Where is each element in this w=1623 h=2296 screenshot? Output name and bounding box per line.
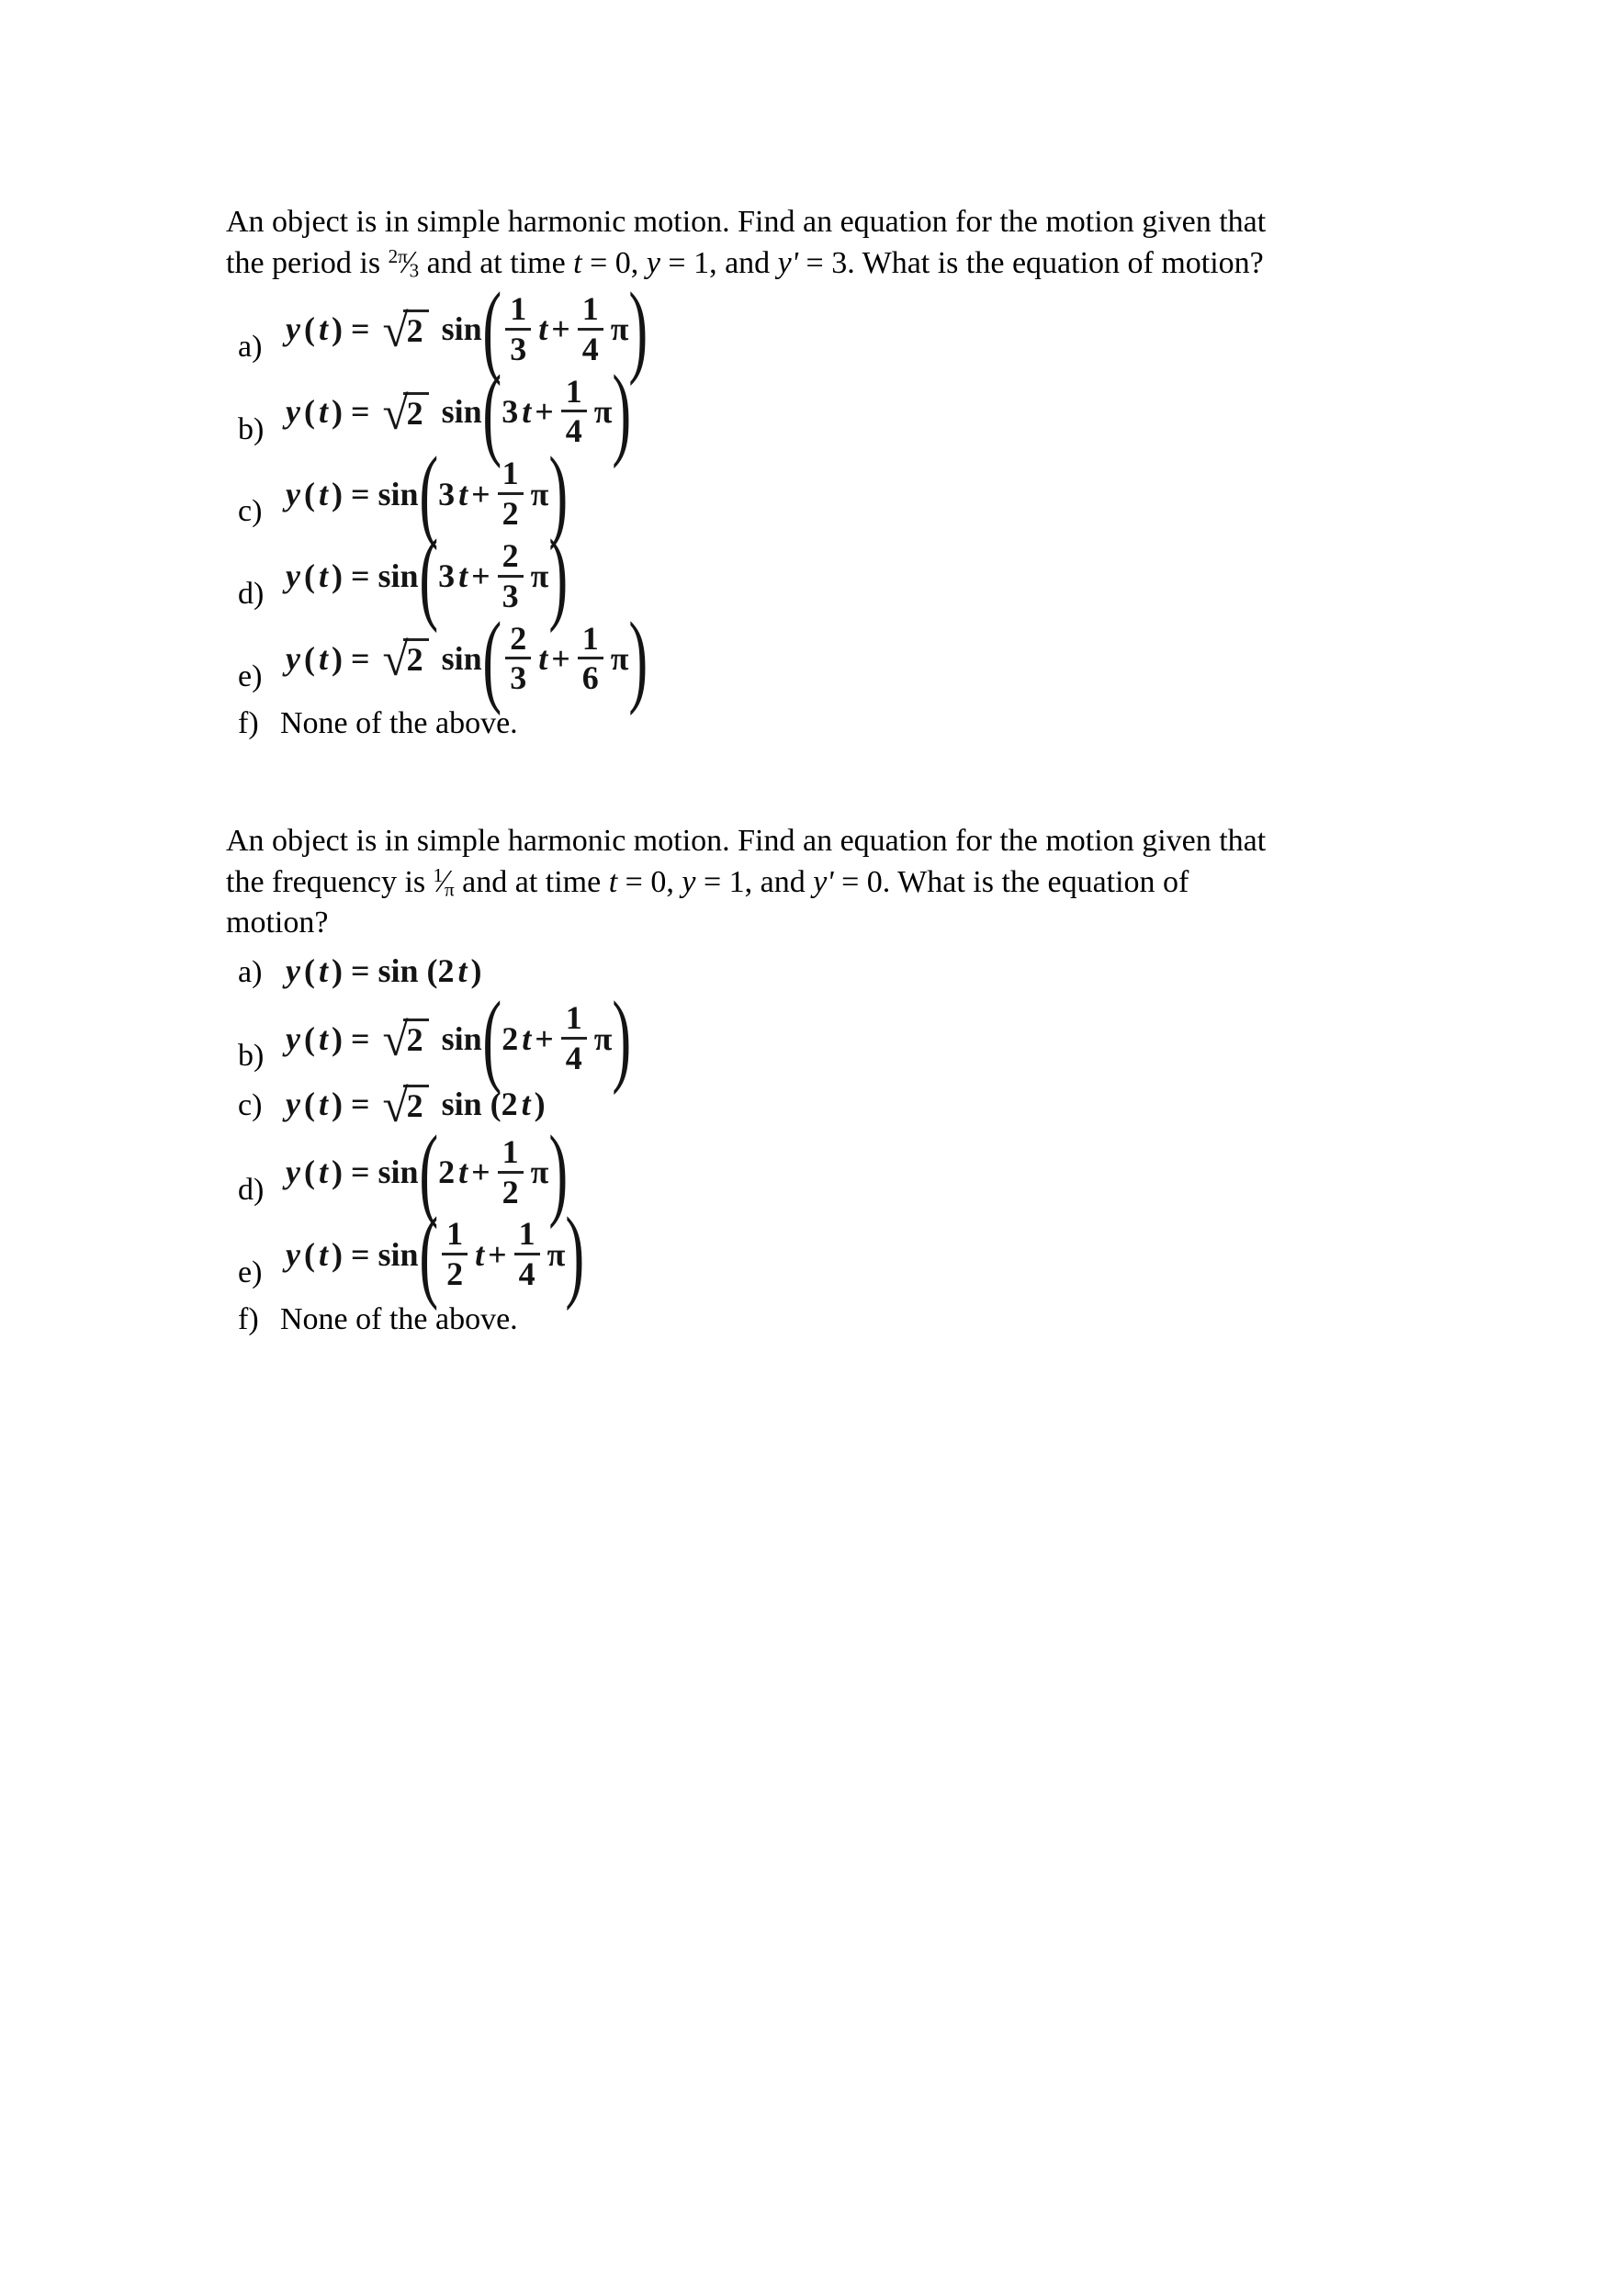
right-parenthesis-icon: ) [548,1113,569,1230]
math-italic-text: t [538,639,548,677]
equation-image-q1e [284,600,648,716]
math-italic-text: t [318,557,328,595]
right-parenthesis-icon: ) [612,353,632,469]
math-roman-text: ( [303,475,315,512]
math-roman-text: ( [303,639,315,677]
math-roman-text: ( [303,1086,315,1123]
left-parenthesis-icon: ( [418,1196,438,1312]
option-label-e: e) [238,1255,263,1289]
right-parenthesis-icon: ) [565,1196,585,1312]
math-italic-text: y [286,1086,300,1123]
option-label-b: b) [238,411,265,446]
option-label-c: c) [238,494,263,529]
math-italic-text: y' [777,246,799,280]
math-roman-text: sin (2 [433,1086,518,1123]
math-roman-text: ) = [332,639,378,677]
math-roman-text: + [471,557,490,595]
math-roman-text: π [610,639,629,677]
math-roman-text: sin [433,392,482,430]
math-italic-text: y [286,1019,300,1057]
right-parenthesis-icon: ) [548,518,569,634]
math-roman-text: + [551,639,570,677]
math-roman-text: the frequency is [226,864,434,899]
equation-image-q2b [284,980,632,1096]
math-roman-text: = 0. What is the equation of [833,864,1189,899]
radical-icon: √ [382,387,409,440]
math-inline-numerator: 1 [433,863,444,886]
math-square-root [382,304,429,357]
math-fraction-numerator: 1 [514,1217,540,1255]
math-square-root [382,634,429,687]
math-fraction-numerator: 1 [578,622,603,660]
math-roman-text: π [593,392,613,430]
math-roman-text: = 1, and [695,864,814,899]
option-label-a: a) [238,330,263,365]
math-fraction-numerator: 2 [505,622,531,660]
math-roman-text: the period is [226,246,389,280]
math-roman-text: = 0, [617,864,682,899]
math-roman-text: 3 [502,392,519,430]
math-italic-text: y [286,310,300,348]
left-parenthesis-icon: ( [482,271,502,387]
math-fraction-denominator: 2 [502,495,519,533]
math-radicand: 2 [403,1019,429,1058]
math-italic-text: y [646,246,660,280]
option-label-b: b) [238,1039,265,1074]
math-roman-text: ) = sin [332,1235,419,1273]
math-italic-text: t [608,864,618,899]
math-roman-text: π [530,475,549,512]
math-roman-text: ) [470,951,482,989]
math-fraction-denominator: 3 [510,659,527,697]
math-roman-text: ( [303,392,315,430]
option-label-f: f) [238,706,259,741]
equation-image-q2a [284,951,484,990]
math-italic-text: y [286,1235,300,1273]
question-1 [226,202,1586,744]
math-roman-text: 3 [438,475,456,512]
math-roman-text: 3 [438,557,456,595]
math-italic-text: y [286,392,300,430]
math-roman-text: ( [303,310,315,348]
math-roman-text: + [471,475,490,512]
math-italic-text: y [286,639,300,677]
math-fraction-denominator: 4 [581,330,599,367]
option-row-f [238,1300,1586,1340]
math-fraction-numerator: 1 [561,375,587,413]
equation-image-q2e [284,1196,585,1312]
math-fraction-denominator: 3 [502,577,519,614]
equation-image-q1a [284,271,648,387]
option-label-d: d) [238,577,265,612]
option-row-d [238,518,1586,634]
math-italic-text: t [318,310,328,348]
math-roman-text: π [530,557,549,595]
math-italic-text: t [318,1086,328,1123]
math-fraction-denominator: 4 [565,1040,582,1077]
math-roman-text: An object is in simple harmonic motion. Find an equation for the motion given that [226,205,1267,239]
math-roman-text: ) = sin [332,475,419,512]
math-roman-text: ) = sin [332,1154,419,1191]
math-italic-text: t [318,475,328,512]
math-roman-text: 2 [502,1019,519,1057]
option-row-e [238,600,1586,716]
math-roman-text: π [547,1235,566,1273]
math-roman-text: = 1, and [659,246,778,280]
math-roman-text: ( [303,1154,315,1191]
left-parenthesis-icon: ( [482,353,502,469]
left-parenthesis-icon: ( [418,435,438,551]
math-fraction-numerator: 1 [578,292,603,331]
math-radicand: 2 [403,1085,429,1124]
option-label-d: d) [238,1172,265,1207]
math-roman-text: + [488,1235,507,1273]
math-roman-text: An object is in simple harmonic motion. Find an equation for the motion given that [226,823,1267,858]
math-inline-fraction [433,862,455,901]
equation-image-q1b [284,353,632,469]
math-italic-text: t [538,310,548,348]
radical-icon: √ [382,634,409,687]
math-fraction-numerator: 2 [498,539,524,578]
math-roman-text: 2 [438,1154,456,1191]
left-parenthesis-icon: ( [418,1113,438,1230]
math-fraction-denominator: 2 [446,1255,464,1293]
question-1-options [238,271,1586,744]
math-fraction-denominator: 2 [502,1173,519,1210]
math-italic-text: y [682,864,696,899]
math-roman-text: sin [433,310,482,348]
math-roman-text: + [535,392,554,430]
math-italic-text: t [318,392,328,430]
question-2-prompt [226,821,1585,943]
math-roman-text: ) = [332,1086,378,1123]
question-2 [226,821,1586,1340]
option-label-a: a) [238,954,263,989]
option-row-b [238,353,1586,469]
math-fraction-numerator: 1 [498,456,524,495]
option-row-c [238,1079,1586,1132]
math-italic-text: y [286,951,300,989]
radical-icon: √ [382,1014,409,1067]
math-roman-text: ( [303,1019,315,1057]
math-fraction [498,1132,524,1210]
math-fraction-numerator: 1 [505,292,531,331]
math-fraction [578,619,603,697]
option-row-c [238,435,1586,551]
math-italic-text: y [286,475,300,512]
option-label-f: f) [238,1302,259,1337]
math-italic-text: y [286,1154,300,1191]
math-roman-text: ) = [332,1019,378,1057]
math-fraction-denominator: 4 [565,412,582,450]
math-radicand: 2 [403,310,429,349]
option-text-none-of-the-above: None of the above. [280,706,518,741]
math-roman-text: and at time [419,246,574,280]
math-square-root [382,387,429,440]
math-roman-text: ) = sin (2 [332,951,455,989]
math-inline-numerator: 2π [388,245,408,268]
math-italic-text: t [458,1154,468,1191]
equation-image-q2c [284,1079,547,1132]
left-parenthesis-icon: ( [482,980,502,1096]
math-fraction-denominator: 3 [510,330,527,367]
left-parenthesis-icon: ( [482,600,502,716]
math-roman-text: motion? [226,905,329,940]
math-italic-text: t [458,475,468,512]
math-roman-text: ( [303,1235,315,1273]
option-row-a [238,951,1586,993]
equation-image-q1d [284,518,569,634]
question-2-options [238,951,1586,1340]
math-radicand: 2 [403,638,429,678]
math-fraction-denominator: 4 [518,1255,535,1293]
fraction-slash-icon: ⁄ [441,862,446,899]
math-roman-text: ( [303,951,315,989]
option-label-c: c) [238,1088,263,1123]
math-fraction [505,292,531,366]
math-fraction [505,619,531,697]
right-parenthesis-icon: ) [628,271,648,387]
math-radicand: 2 [403,392,429,432]
math-roman-text: sin [433,1019,482,1057]
question-1-prompt [226,202,1585,284]
math-roman-text: sin [433,639,482,677]
math-roman-text: + [471,1154,490,1191]
math-inline-denominator: π [444,878,455,901]
math-roman-text: π [593,1019,613,1057]
math-fraction-numerator: 1 [561,1001,587,1040]
math-italic-text: t [318,1019,328,1057]
math-italic-text: t [457,951,468,989]
math-italic-text: t [318,639,328,677]
right-parenthesis-icon: ) [628,600,648,716]
math-italic-text: y' [813,864,834,899]
math-roman-text: π [610,310,629,348]
math-italic-text: t [475,1235,485,1273]
math-roman-text: + [535,1019,554,1057]
option-label-e: e) [238,658,263,693]
math-square-root [382,1014,429,1067]
math-roman-text: ) = sin [332,557,419,595]
right-parenthesis-icon: ) [548,435,569,551]
option-row-a [238,271,1586,387]
math-fraction [514,1215,540,1293]
math-roman-text: and at time [454,864,609,899]
math-italic-text: t [318,1235,328,1273]
math-italic-text: t [522,392,532,430]
math-fraction [561,1001,587,1075]
math-inline-fraction [389,246,420,280]
math-italic-text: t [573,246,582,280]
option-row-d [238,1113,1586,1230]
math-fraction-numerator: 1 [498,1135,524,1174]
math-fraction [442,1215,468,1293]
option-text-none-of-the-above: None of the above. [280,1302,518,1337]
math-italic-text: y [286,557,300,595]
math-inline-denominator: 3 [409,259,420,282]
radical-icon: √ [382,1079,409,1132]
math-fraction [578,292,603,366]
math-roman-text: ) [534,1086,546,1123]
math-roman-text: ) = [332,392,378,430]
math-italic-text: t [318,951,328,989]
math-roman-text: π [530,1154,549,1191]
left-parenthesis-icon: ( [418,518,438,634]
radical-icon: √ [382,304,409,357]
right-parenthesis-icon: ) [612,980,632,1096]
math-italic-text: t [521,1086,531,1123]
math-roman-text: ( [303,557,315,595]
math-italic-text: t [458,557,468,595]
math-fraction-numerator: 1 [442,1217,468,1255]
math-fraction-denominator: 6 [581,659,599,697]
math-roman-text: = 3. What is the equation of motion? [798,246,1264,280]
math-roman-text: = 0, [581,246,647,280]
option-row-b [238,980,1586,1096]
option-row-f [238,704,1586,744]
option-row-e [238,1196,1586,1312]
math-italic-text: t [318,1154,328,1191]
math-roman-text: + [551,310,570,348]
math-italic-text: t [522,1019,532,1057]
fraction-slash-icon: ⁄ [405,244,411,280]
math-roman-text: ) = [332,310,378,348]
